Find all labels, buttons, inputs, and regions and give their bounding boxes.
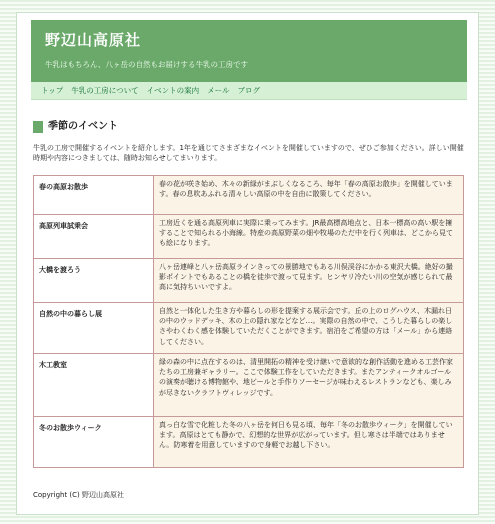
nav-link-about[interactable]: 牛乳の工房について: [71, 85, 139, 95]
page-container: [16, 12, 479, 515]
footer-copyright: Copyright (C) 野辺山高原社: [33, 491, 125, 499]
table-row: [34, 417, 464, 468]
site-header: [31, 20, 467, 82]
global-nav: [31, 82, 467, 100]
event-description: 自然と一体化した生き方や暮らしの形を提案する展示会です。丘の上のログハウス、木漏れ日の中のウッドデッキ、木の上の隠れ家などなど…。実際の自然の中で、こうした暮らしの楽しさやわくわく感を体験していただくことができます。宿泊をご希望の方は「メール」から連絡してください。: [154, 303, 464, 354]
table-row: [34, 215, 464, 259]
table-row: [34, 354, 464, 417]
table-row: [34, 176, 464, 215]
site-title[interactable]: 野辺山高原社: [45, 31, 142, 49]
event-name: 春の高原お散歩: [34, 176, 154, 215]
site-tagline: 牛乳はもちろん、八ヶ岳の自然もお届けする牛乳の工房です: [45, 60, 248, 69]
nav-link-blog[interactable]: ブログ: [237, 85, 260, 95]
event-description: 工房近くを通る高原列車に実際に乗ってみます。JR最高標高地点と、日本一標高の高い駅を擁することで知られる小海線。特産の高原野菜の畑や牧場のただ中を行く列車は、どこから見ても絵になります。: [154, 215, 464, 259]
section-intro: 牛乳の工房で開催するイベントを紹介します。1年を通じてさまざまなイベントを開催していますので、ぜひご参加ください。詳しい開催時期や内容につきましては、随時お知らせしてまいります。: [33, 144, 464, 162]
section-title: 季節のイベント: [48, 121, 118, 132]
table-row: [34, 303, 464, 354]
nav-link-mail[interactable]: メール: [207, 85, 230, 95]
events-table: [33, 175, 464, 468]
section-heading: [33, 120, 118, 134]
table-row: [34, 259, 464, 303]
event-description: 緑の森の中に点在するのは、清里開拓の精神を受け継いで意欲的な創作活動を進める工芸作家たちの工房兼ギャラリー。ここで体験工作をしていただきます。またアンティークオルゴールの演奏が聴ける博物館や、地ビールと手作りソーセージが味わえるレストランなども、楽しみが尽きないクラフトヴィレッジです。: [154, 354, 464, 417]
event-name: 冬のお散歩ウィーク: [34, 417, 154, 468]
event-name: 高原列車試乗会: [34, 215, 154, 259]
event-description: 真っ白な雪で化粧した冬の八ヶ岳を何日も見る頃、毎年「冬のお散歩ウィーク」を開催しています。高原はとても静かで、幻想的な世界が広がっています。但し寒さは半端ではありません。防寒着を用意していますので身軽でお越し下さい。: [154, 417, 464, 468]
nav-link-top[interactable]: トップ: [41, 85, 64, 95]
heading-marker: [33, 121, 43, 133]
event-name: 大橋を渡ろう: [34, 259, 154, 303]
event-description: 春の花が咲き始め、木々の新緑がまぶしくなるころ、毎年「春の高原お散歩」を開催しています。春の息吹あふれる清々しい高原の中を自由に散策してください。: [154, 176, 464, 215]
event-name: 木工教室: [34, 354, 154, 417]
event-name: 自然の中の暮らし展: [34, 303, 154, 354]
nav-link-events[interactable]: イベントの案内: [146, 85, 200, 95]
event-description: 八ヶ岳連峰と八ヶ岳高原ラインきっての景勝地でもある川俣渓谷にかかる東沢大橋。絶好の撮影ポイントでもあることの橋を徒歩で渡って見ます。ヒンヤリ冷たい川の空気が感じられて最高に気持ちいいですよ。: [154, 259, 464, 303]
